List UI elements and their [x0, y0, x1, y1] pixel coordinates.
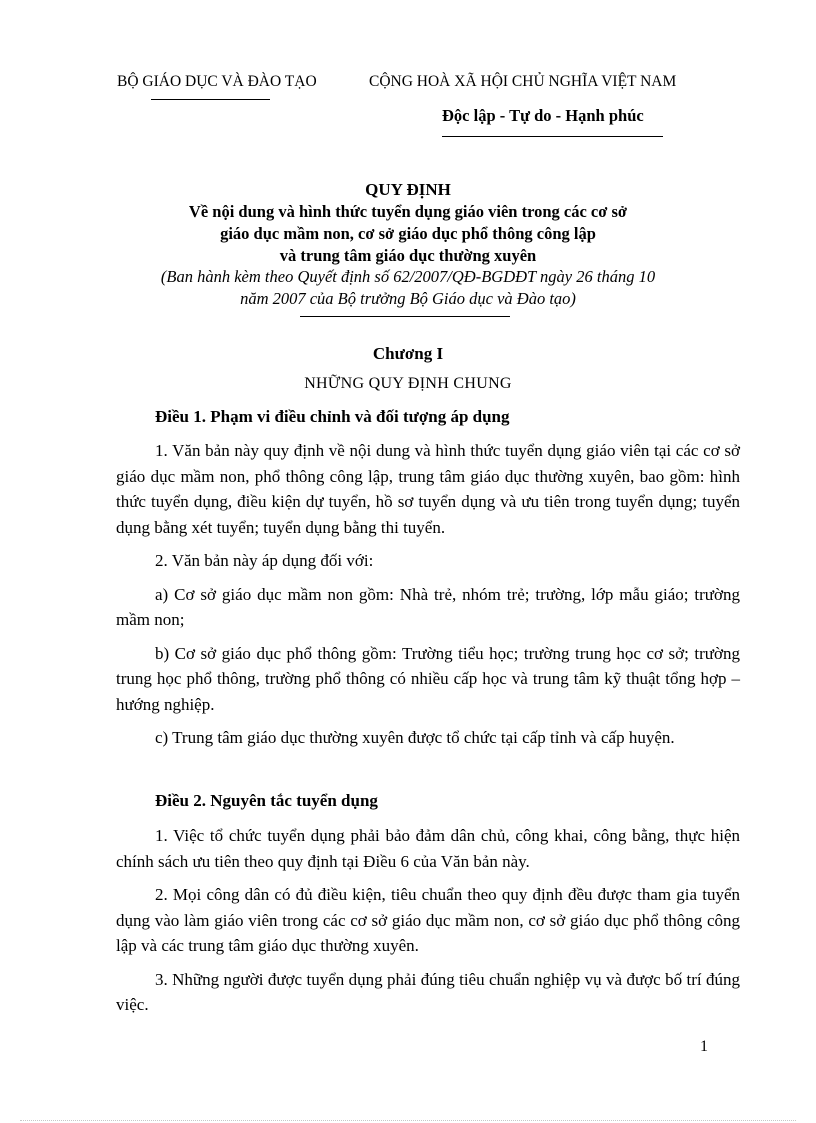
motto-underline	[442, 136, 663, 137]
article-2-paragraph-2: 2. Mọi công dân có đủ điều kiện, tiêu chuẩn theo quy định đều được tham gia tuyển dụng vào làm giáo viên trong các cơ sở giáo dục mầm non, cơ sở giáo dục phổ thông công lập và các trung tâm giáo dục thường xuyên.	[116, 885, 740, 955]
national-motto: Độc lập - Tự do - Hạnh phúc	[442, 106, 644, 125]
page-number: 1	[700, 1038, 708, 1055]
chapter-label: Chương I	[372, 344, 444, 363]
article-1-heading: Điều 1. Phạm vi điều chỉnh và đối tượng áp dụng	[155, 407, 510, 426]
article-1-item-c: c) Trung tâm giáo dục thường xuyên được tổ chức tại cấp tỉnh và cấp huyện.	[155, 728, 675, 747]
title-underline	[300, 316, 510, 317]
title-line-2: giáo dục mầm non, cơ sở giáo dục phổ thông công lập	[220, 224, 596, 243]
article-2-body	[116, 823, 740, 1018]
issuance-line-2: năm 2007 của Bộ trưởng Bộ Giáo dục và Đào tạo)	[240, 289, 576, 308]
article-2-paragraph-3: 3. Những người được tuyển dụng phải đúng tiêu chuẩn nghiệp vụ và được bố trí đúng việc.	[116, 969, 740, 1014]
article-1-item-a: a) Cơ sở giáo dục mầm non gồm: Nhà trẻ, nhóm trẻ; trường, lớp mẫu giáo; trường mầm non;	[116, 584, 740, 629]
ministry-underline	[151, 99, 270, 100]
republic-name: CỘNG HOÀ XÃ HỘI CHỦ NGHĨA VIỆT NAM	[369, 73, 677, 90]
issuance-line-1: (Ban hành kèm theo Quyết định số 62/2007/QĐ-BGDĐT ngày 26 tháng 10	[160, 267, 656, 286]
article-1-body	[116, 438, 740, 751]
article-2-heading: Điều 2. Nguyên tắc tuyển dụng	[155, 791, 378, 810]
chapter-name: NHỮNG QUY ĐỊNH CHUNG	[304, 375, 512, 392]
article-2-paragraph-1: 1. Việc tổ chức tuyển dụng phải bảo đảm dân chủ, công khai, công bằng, thực hiện chính sách ưu tiên theo quy định tại Điều 6 của Văn bản này.	[116, 826, 740, 871]
page-bottom-border	[20, 1120, 796, 1121]
title-line-1: Về nội dung và hình thức tuyển dụng giáo viên trong các cơ sở	[188, 202, 628, 221]
article-1-paragraph-1: 1. Văn bản này quy định về nội dung và hình thức tuyển dụng giáo viên tại các cơ sở giáo dục mầm non, phổ thông công lập, trung tâm giáo dục thường xuyên, bao gồm: hình thức tuyển dụng, điều kiện dự tuyển, hồ sơ tuyển dụng và ưu tiên trong tuyển dụng; tuyển dụng bằng xét tuyển; tuyển dụng bằng thi tuyển.	[116, 441, 740, 537]
title-line-3: và trung tâm giáo dục thường xuyên	[279, 246, 537, 265]
article-1-item-b: b) Cơ sở giáo dục phổ thông gồm: Trường tiểu học; trường trung học cơ sở; trường trung học phổ thông, trường phổ thông có nhiều cấp học và trung tâm kỹ thuật tổng hợp – hướng nghiệp.	[116, 643, 740, 714]
document-title: QUY ĐỊNH	[365, 180, 451, 199]
article-1-paragraph-2: 2. Văn bản này áp dụng đối với:	[155, 551, 374, 570]
ministry-name: BỘ GIÁO DỤC VÀ ĐÀO TẠO	[117, 73, 317, 90]
